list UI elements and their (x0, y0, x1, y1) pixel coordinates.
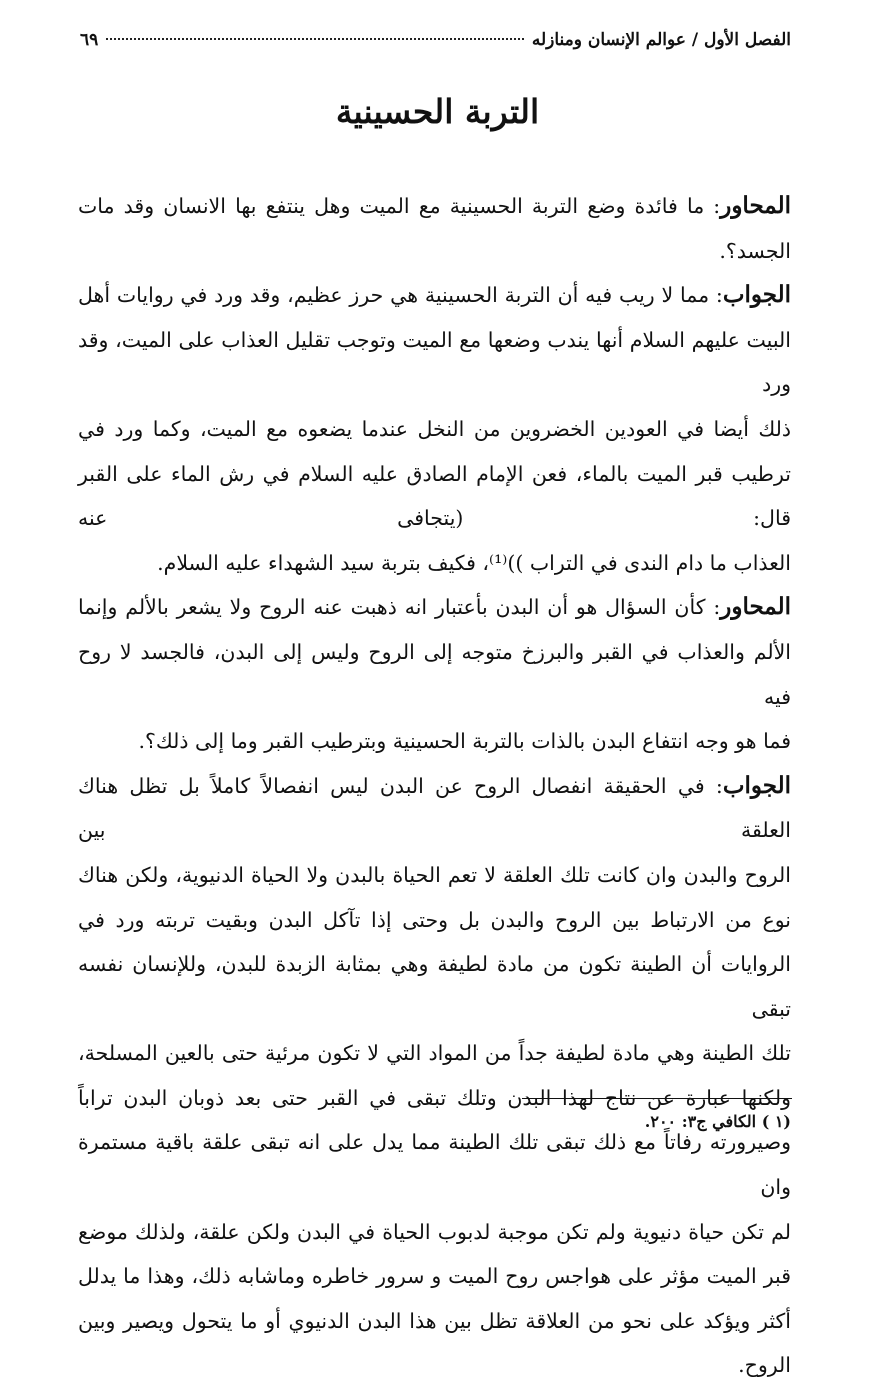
text-line (78, 1343, 791, 1388)
page-number: ٦٩ (80, 30, 99, 50)
line-text: في الحقيقة انفصال الروح عن البدن ليس انفصالاً كاملاً بل تظل هناك العلقة بين (78, 773, 791, 843)
text-line (78, 541, 791, 586)
line-text: ترطيب قبر الميت بالماء، فعن الإمام الصادق عليه السلام في رش الماء على القبر قال: (يتجافى عنه (78, 461, 791, 531)
text-line (78, 1031, 791, 1076)
speaker-label: المحاور (720, 192, 791, 219)
text-line (78, 407, 791, 452)
text-line (78, 1210, 791, 1255)
line-text: وصيرورته رفاتاً مع ذلك تبقى تلك الطينة مما يدل على انه تبقى علقة باقية مستمرة وان (78, 1130, 792, 1200)
text-line (78, 942, 791, 1031)
line-text: الروح والبدن وان كانت تلك العلقة لا تعم الحياة بالبدن ولا الحياة الدنيوية، ولكن هناك (78, 862, 791, 887)
section-title: التربة الحسينية (335, 92, 540, 131)
chapter-title: الفصل الأول / عوالم الإنسان ومنازله (531, 30, 791, 50)
text-line: المحاور: ما فائدة وضع التربة الحسينية مع الميت وهل ينتفع بها الانسان وقد مات الجسد؟. (78, 192, 791, 263)
line-text: قبر الميت مؤثر على هواجس روح الميت و سرور خاطره وماشابه ذلك، وهذا ما يدلل (78, 1264, 791, 1289)
line-text: الألم والعذاب في القبر والبرزخ متوجه إلى الروح وليس إلى البدن، فالجسد لا روح فيه (78, 639, 791, 709)
footnote: (١ ) الكافي ج٣: ٢٠٠. (644, 1112, 791, 1131)
line-text: مما لا ريب فيه أن التربة الحسينية هي حرز عظيم، وقد ورد في روايات أهل (78, 283, 710, 308)
line-text: تلك الطينة وهي مادة لطيفة جداً من المواد التي لا تكون مرئية حتى بالعين المسلحة، (78, 1041, 791, 1066)
text-line (78, 853, 791, 898)
paragraph (78, 184, 791, 273)
line-text: لم تكن حياة دنيوية ولم تكن موجبة لدبوب الحياة في البدن ولكن علقة، ولذلك موضع (78, 1219, 791, 1244)
text-line (78, 1120, 791, 1209)
line-text: ولكنها عبارة عن نتاج لهذا البدن وتلك تبقى في القبر حتى بعد ذوبان البدن تراباً (78, 1085, 791, 1110)
line-text: العذاب ما دام الندى في التراب ))⁽¹⁾، فكيف بتربة سيد الشهداء عليه السلام. (157, 550, 791, 575)
text-line (78, 898, 791, 943)
footnote-divider (522, 1098, 792, 1099)
text-line (78, 318, 791, 407)
speaker-label: المحاور (720, 593, 791, 621)
line-text: ذلك أيضا في العودين الخضروين من النخل عندما يضعوه مع الميت، وكما ورد في (78, 416, 791, 441)
line-text: ما فائدة وضع التربة الحسينية مع الميت وهل ينتفع بها الانسان وقد مات الجسد؟. (78, 194, 791, 263)
text-line: الجواب: في الحقيقة انفصال الروح عن البدن ليس انفصالاً كاملاً بل تظل هناك العلقة بين (78, 771, 791, 843)
text-line (78, 452, 791, 541)
line-text: فما هو وجه انتفاع البدن بالذات بالتربة الحسينية وبترطيب القبر وما إلى ذلك؟. (138, 729, 791, 754)
line-text: الروح. (738, 1353, 791, 1378)
line-text: كأن السؤال هو أن البدن بأعتبار انه ذهبت عنه الروح ولا يشعر بالألم وإنما (78, 595, 706, 620)
line-text: البيت عليهم السلام أنها يندب وضعها مع الميت وتوجب تقليل العذاب على الميت، وقد ورد (78, 327, 791, 397)
text-line (78, 719, 791, 764)
text-line (78, 630, 791, 719)
line-text: أكثر ويؤكد على نحو من العلاقة تظل بين هذا البدن الدنيوي أو ما يتحول ويصير وبين (78, 1308, 791, 1333)
speaker-label: الجواب (722, 281, 791, 309)
line-text: الروايات أن الطينة تكون من مادة لطيفة وهي بمثابة الزبدة للبدن، وللإنسان نفسه تبقى (78, 952, 791, 1021)
line-text: نوع من الارتباط بين الروح والبدن بل وحتى إذا تآكل البدن وبقيت تربته ورد في (78, 907, 791, 932)
text-line (78, 1299, 791, 1344)
body-text (78, 184, 791, 1388)
header-leader-dots (106, 38, 524, 40)
running-header (80, 30, 791, 64)
text-line (78, 1254, 791, 1299)
speaker-label: الجواب (722, 771, 791, 799)
paragraph (78, 273, 791, 585)
paragraph (78, 585, 791, 763)
text-line: الجواب: مما لا ريب فيه أن التربة الحسينية هي حرز عظيم، وقد ورد في روايات أهل (78, 281, 791, 309)
paragraph (78, 764, 791, 1388)
text-line: المحاور: كأن السؤال هو أن البدن بأعتبار انه ذهبت عنه الروح ولا يشعر بالألم وإنما (78, 593, 791, 621)
